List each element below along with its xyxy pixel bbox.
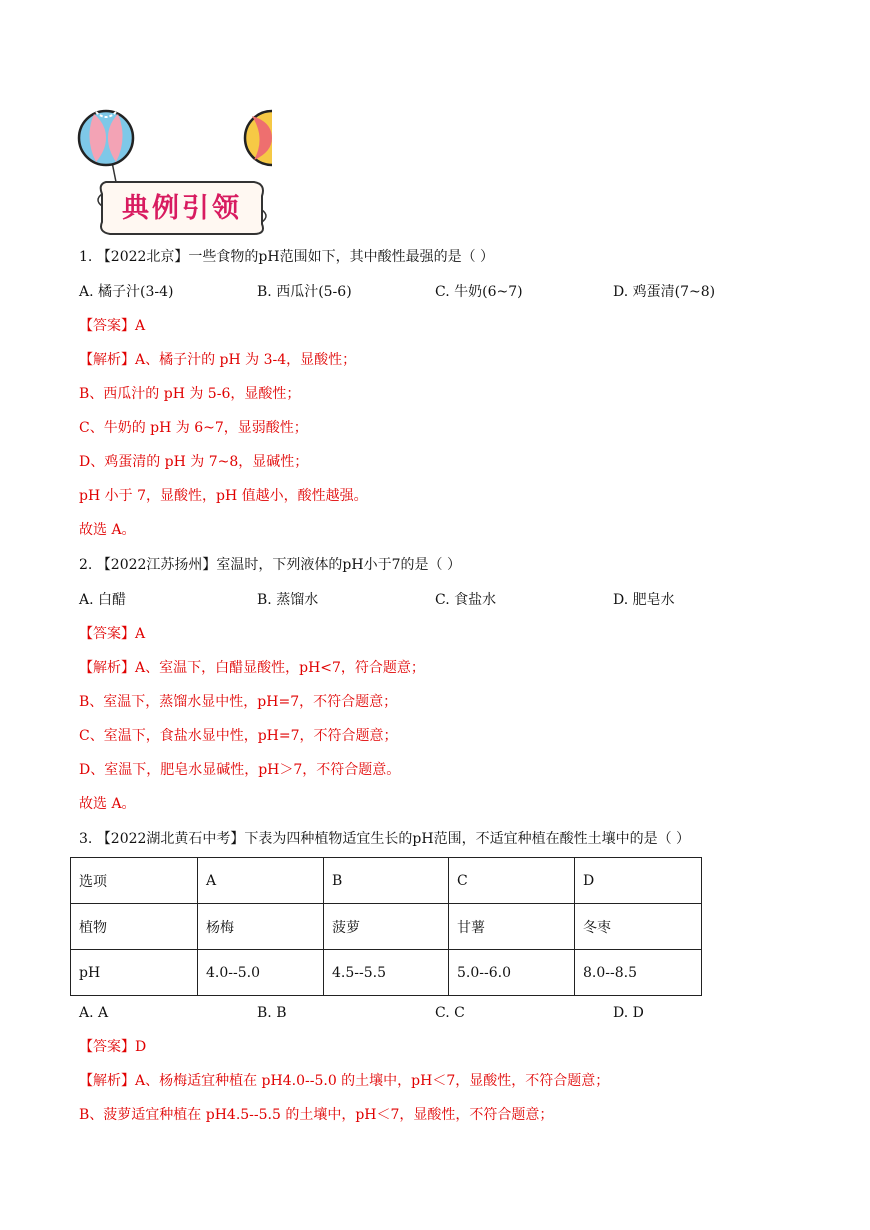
table-cell: D (575, 858, 702, 904)
table-cell: 选项 (71, 858, 198, 904)
q3-options (79, 1003, 799, 1023)
q3-option-d: D. D (613, 1005, 644, 1021)
table-cell: 4.0--5.0 (198, 950, 324, 996)
q2-stem: 2. 【2022江苏扬州】室温时，下列液体的pH小于7的是（ ） (79, 557, 461, 573)
table-cell: 冬枣 (575, 904, 702, 950)
q1-analysis-line: pH 小于 7，显酸性，pH 值越小，酸性越强。 (79, 488, 368, 504)
q3-option-a: A. A (79, 1005, 109, 1021)
q1-option-b: B. 西瓜汁(5-6) (257, 284, 352, 300)
banner-title: 典例引领 (122, 193, 242, 224)
q1-stem: 1. 【2022北京】一些食物的pH范围如下，其中酸性最强的是（ ） (79, 249, 495, 265)
table-cell: B (324, 858, 449, 904)
q3-analysis-line: 【解析】A、杨梅适宜种植在 pH4.0--5.0 的土壤中，pH＜7，显酸性，不符合题意； (79, 1073, 610, 1089)
q1-option-d: D. 鸡蛋清(7~8) (613, 284, 716, 300)
table-cell: 4.5--5.5 (324, 950, 449, 996)
q3-option-c: C. C (435, 1005, 465, 1021)
ph-range-table (70, 857, 702, 996)
q2-answer: 【答案】A (79, 626, 146, 642)
q1-option-a: A. 橘子汁(3-4) (79, 284, 174, 300)
table-cell: 甘薯 (449, 904, 575, 950)
q2-option-d: D. 肥皂水 (613, 592, 675, 608)
table-cell: C (449, 858, 575, 904)
q1-analysis-line: D、鸡蛋清的 pH 为 7~8，显碱性； (79, 454, 309, 470)
q3-stem: 3. 【2022湖北黄石中考】下表为四种植物适宜生长的pH范围，不适宜种植在酸性土壤中的是（ ） (79, 831, 691, 847)
table-row (71, 858, 702, 904)
q2-analysis-line: C、室温下，食盐水显中性，pH=7，不符合题意； (79, 728, 398, 744)
right-balloon-icon (245, 111, 272, 182)
table-cell: 杨梅 (198, 904, 324, 950)
q1-answer: 【答案】A (79, 318, 146, 334)
q1-option-c: C. 牛奶(6~7) (435, 284, 523, 300)
table-cell: 5.0--6.0 (449, 950, 575, 996)
q2-option-a: A. 白醋 (79, 592, 127, 608)
q2-option-c: C. 食盐水 (435, 592, 497, 608)
table-cell: 菠萝 (324, 904, 449, 950)
left-balloon-icon (79, 111, 133, 182)
table-cell: A (198, 858, 324, 904)
table-cell: 8.0--8.5 (575, 950, 702, 996)
q3-analysis-line: B、菠萝适宜种植在 pH4.5--5.5 的土壤中，pH＜7，显酸性，不符合题意； (79, 1107, 554, 1123)
q1-options (79, 282, 799, 302)
table-cell: 植物 (71, 904, 198, 950)
q1-analysis-line: B、西瓜汁的 pH 为 5-6，显酸性； (79, 386, 301, 402)
example-banner (72, 100, 272, 240)
q2-options (79, 590, 799, 610)
table-row (71, 904, 702, 950)
q3-option-b: B. B (257, 1005, 287, 1021)
q2-conclusion: 故选 A。 (79, 796, 136, 812)
q2-analysis-line: B、室温下，蒸馏水显中性，pH=7，不符合题意； (79, 694, 398, 710)
q1-analysis-line: C、牛奶的 pH 为 6~7，显弱酸性； (79, 420, 308, 436)
table-cell: pH (71, 950, 198, 996)
q3-answer: 【答案】D (79, 1039, 147, 1055)
q1-conclusion: 故选 A。 (79, 522, 136, 538)
table-row (71, 950, 702, 996)
q2-analysis-line: D、室温下，肥皂水显碱性，pH＞7，不符合题意。 (79, 762, 401, 778)
q2-option-b: B. 蒸馏水 (257, 592, 319, 608)
q2-analysis-line: 【解析】A、室温下，白醋显酸性，pH<7，符合题意； (79, 660, 425, 676)
q1-analysis-line: 【解析】A、橘子汁的 pH 为 3-4，显酸性； (79, 352, 357, 368)
